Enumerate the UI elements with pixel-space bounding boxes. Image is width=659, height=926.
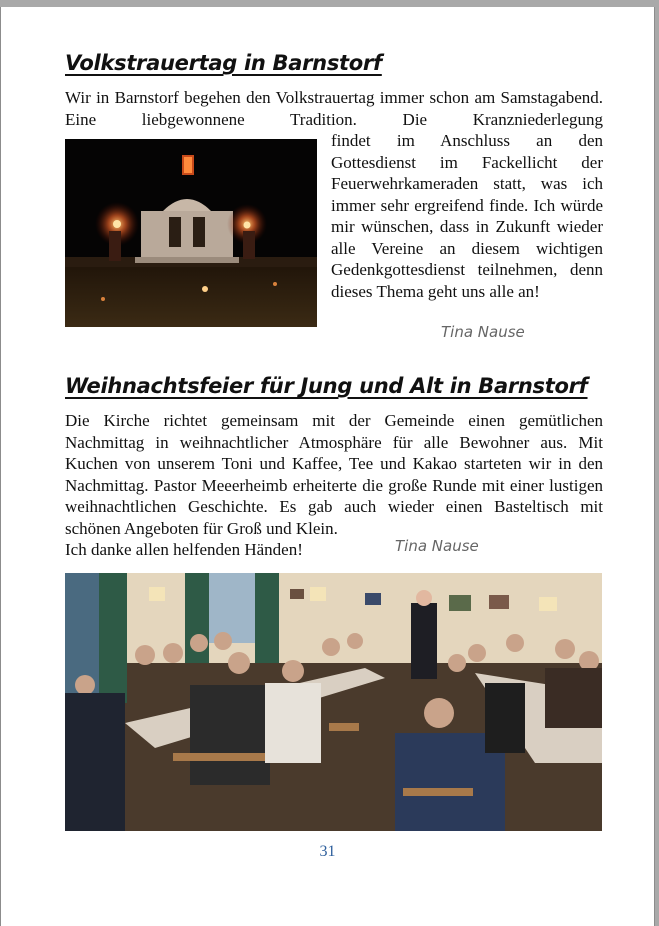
article1-side-text: findet im Anschluss an den Gottesdienst im Fackellicht der Feuerwehrkameraden statt, was ich immer sehr ergreifend finde. Ich würde mir wünschen, dass in Zukunft wieder alle Vereine an diesem wichtigen Gedenkgottesdienst teilnehmen, denn dieses Thema geht uns alle an!: [331, 131, 603, 301]
memorial-photo-graphic: [65, 139, 317, 327]
article2-text: Die Kirche richtet gemeinsam mit der Gemeinde einen gemütlichen Nachmittag in weihnachtlicher Atmosphäre für alle Bewohner aus. Mit Kuchen von unserem Toni und Kaffee, Tee und Kakao starteten wir in den Nachmittag. Pastor Meeerheimb erheiterte die große Runde mit einer lustigen weihnachtlichen Geschichte. Es gab auch wieder einen Basteltisch mit schönen Angeboten für Groß und Klein.: [65, 411, 603, 538]
document-page: [0, 7, 655, 926]
article1-author: Tina Nause: [441, 323, 525, 341]
article2-title: Weihnachtsfeier für Jung und Alt in Barnstorf: [65, 374, 588, 398]
article1-title: Volkstrauertag in Barnstorf: [65, 51, 382, 75]
christmas-party-photo: [65, 573, 602, 831]
party-photo-graphic: [65, 573, 602, 831]
article1-intro: Wir in Barnstorf begehen den Volkstrauertag immer schon am Samstagabend. Eine liebgewonnene Tradition. Die Kranzniederlegung: [65, 88, 603, 129]
memorial-night-photo: [65, 139, 317, 327]
article2-closing: Ich danke allen helfenden Händen!: [65, 540, 303, 559]
page-number: 31: [319, 843, 336, 860]
article2-author: Tina Nause: [395, 537, 479, 555]
